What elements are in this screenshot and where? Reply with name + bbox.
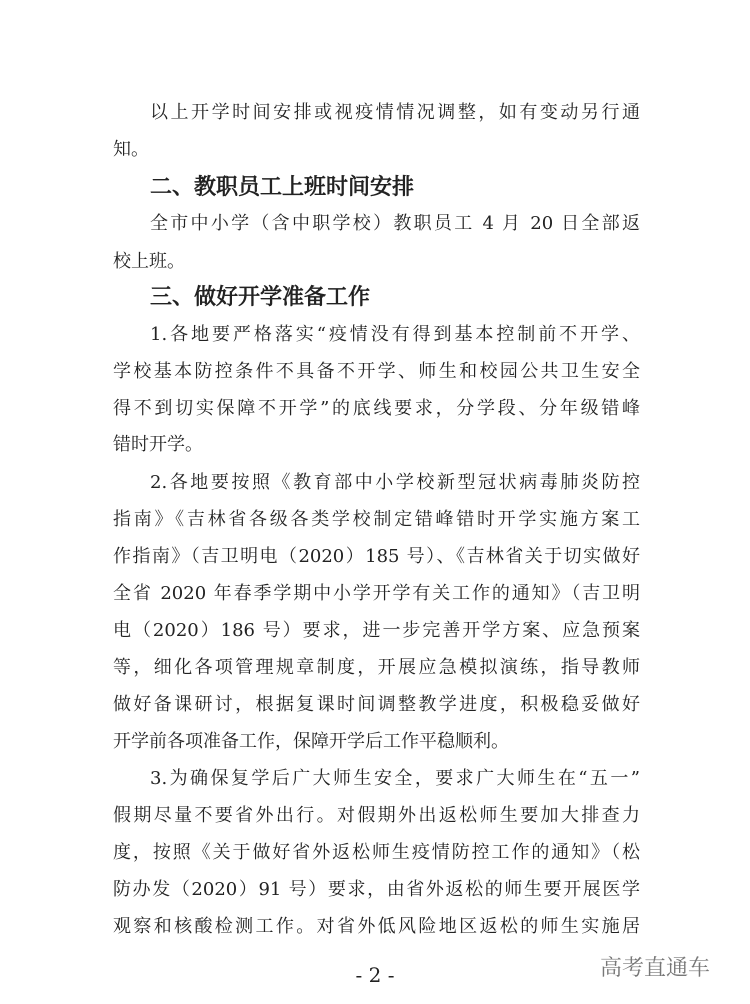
body-line: 3.为确保复学后广大师生安全，要求广大师生在“五一” — [150, 768, 640, 789]
watermark: 高考直通车 — [600, 956, 711, 981]
body-line: 知。 — [113, 139, 149, 160]
body-line: 假期尽量不要省外出行。对假期外出返松师生要加大排查力 — [113, 805, 640, 826]
body-line: 作指南》（吉卫明电（2020）185 号）、《吉林省关于切实做好 — [113, 546, 640, 567]
body-line: 2.各地要按照《教育部中小学校新型冠状病毒肺炎防控 — [150, 472, 640, 493]
page-number: - 2 - — [355, 963, 395, 987]
body-line: 开学前各项准备工作，保障开学后工作平稳顺利。 — [113, 731, 509, 752]
body-line: 电（2020）186 号）要求，进一步完善开学方案、应急预案 — [113, 620, 640, 641]
body-line: 1.各地要严格落实“疫情没有得到基本控制前不开学、 — [150, 324, 640, 345]
body-line: 防办发（2020）91 号）要求，由省外返松的师生要开展医学 — [113, 879, 640, 900]
section-heading: 三、做好开学准备工作 — [150, 285, 371, 310]
body-line: 观察和核酸检测工作。对省外低风险地区返松的师生实施居 — [113, 916, 640, 937]
body-line: 校上班。 — [113, 251, 185, 272]
body-line: 做好备课研讨，根据复课时间调整教学进度，积极稳妥做好 — [113, 694, 640, 715]
body-line: 错时开学。 — [113, 434, 203, 455]
body-line: 度，按照《关于做好省外返松师生疫情防控工作的通知》（松 — [113, 842, 640, 863]
body-line: 得不到切实保障不开学”的底线要求，分学段、分年级错峰 — [113, 398, 640, 419]
body-line: 指南》《吉林省各级各类学校制定错峰错时开学实施方案工 — [113, 509, 640, 530]
body-line: 等，细化各项管理规章制度，开展应急模拟演练，指导教师 — [113, 657, 640, 678]
body-line: 全省 2020 年春季学期中小学开学有关工作的通知》（吉卫明 — [113, 583, 640, 604]
body-line: 学校基本防控条件不具备不开学、师生和校园公共卫生安全 — [113, 361, 640, 382]
body-line: 全市中小学（含中职学校）教职员工 4 月 20 日全部返 — [150, 213, 640, 234]
section-heading: 二、教职员工上班时间安排 — [150, 175, 415, 200]
body-line: 以上开学时间安排或视疫情情况调整，如有变动另行通 — [150, 102, 640, 123]
